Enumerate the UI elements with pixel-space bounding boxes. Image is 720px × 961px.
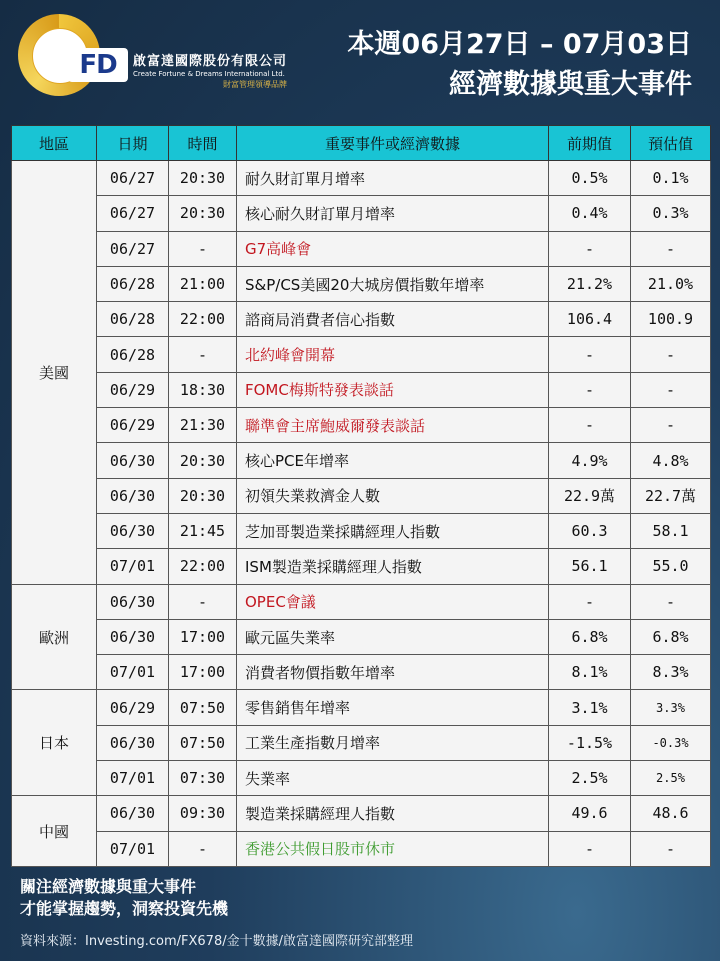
header-forecast: 預估值 — [631, 126, 711, 161]
table-row — [12, 337, 711, 372]
date-cell: 07/01 — [97, 761, 169, 796]
forecast-value-cell: 48.6 — [631, 796, 711, 831]
date-cell: 06/28 — [97, 266, 169, 301]
date-cell: 06/30 — [97, 796, 169, 831]
table-row — [12, 796, 711, 831]
forecast-value-cell: 2.5% — [631, 761, 711, 796]
previous-value-cell: 4.9% — [549, 443, 631, 478]
table-row — [12, 231, 711, 266]
economic-calendar-table — [11, 125, 711, 867]
table-row — [12, 725, 711, 760]
time-cell: 22:00 — [169, 302, 237, 337]
event-cell: FOMC梅斯特發表談話 — [237, 372, 549, 407]
time-cell: 21:45 — [169, 513, 237, 548]
table-row — [12, 408, 711, 443]
time-cell: 21:00 — [169, 266, 237, 301]
forecast-value-cell: 100.9 — [631, 302, 711, 337]
date-cell: 06/28 — [97, 337, 169, 372]
event-cell: ISM製造業採購經理人指數 — [237, 549, 549, 584]
event-cell: S&P/CS美國20大城房價指數年增率 — [237, 266, 549, 301]
event-cell: 核心耐久財訂單月增率 — [237, 196, 549, 231]
time-cell: 22:00 — [169, 549, 237, 584]
previous-value-cell: 22.9萬 — [549, 478, 631, 513]
forecast-value-cell: 58.1 — [631, 513, 711, 548]
forecast-value-cell: 0.3% — [631, 196, 711, 231]
table-row — [12, 513, 711, 548]
forecast-value-cell: - — [631, 337, 711, 372]
header — [0, 0, 720, 125]
table-row — [12, 196, 711, 231]
event-cell: 耐久財訂單月增率 — [237, 161, 549, 196]
date-cell: 06/29 — [97, 690, 169, 725]
time-cell: - — [169, 231, 237, 266]
table-row — [12, 761, 711, 796]
header-date: 日期 — [97, 126, 169, 161]
forecast-value-cell: 55.0 — [631, 549, 711, 584]
time-cell: 21:30 — [169, 408, 237, 443]
previous-value-cell: - — [549, 408, 631, 443]
title-subject: 經濟數據與重大事件 — [449, 69, 692, 100]
time-cell: 17:00 — [169, 619, 237, 654]
header-region: 地區 — [12, 126, 97, 161]
footer — [20, 876, 413, 952]
date-cell: 06/30 — [97, 443, 169, 478]
forecast-value-cell: - — [631, 372, 711, 407]
forecast-value-cell: - — [631, 231, 711, 266]
date-cell: 06/30 — [97, 478, 169, 513]
table-row — [12, 831, 711, 866]
forecast-value-cell: - — [631, 831, 711, 866]
forecast-value-cell: -0.3% — [631, 725, 711, 760]
date-cell: 06/30 — [97, 513, 169, 548]
table-row — [12, 161, 711, 196]
previous-value-cell: 0.5% — [549, 161, 631, 196]
region-cell: 日本 — [12, 690, 97, 796]
table-header-row — [12, 126, 711, 161]
event-cell: 聯準會主席鮑威爾發表談話 — [237, 408, 549, 443]
logo-mark: FD — [68, 48, 128, 82]
region-cell: 中國 — [12, 796, 97, 867]
forecast-value-cell: 0.1% — [631, 161, 711, 196]
forecast-value-cell: 4.8% — [631, 443, 711, 478]
time-cell: - — [169, 337, 237, 372]
time-cell: - — [169, 831, 237, 866]
table-row — [12, 549, 711, 584]
date-cell: 06/30 — [97, 619, 169, 654]
table-row — [12, 584, 711, 619]
forecast-value-cell: 8.3% — [631, 655, 711, 690]
event-cell: 芝加哥製造業採購經理人指數 — [237, 513, 549, 548]
previous-value-cell: 0.4% — [549, 196, 631, 231]
date-cell: 06/27 — [97, 196, 169, 231]
time-cell: 17:00 — [169, 655, 237, 690]
event-cell: OPEC會議 — [237, 584, 549, 619]
date-cell: 06/27 — [97, 161, 169, 196]
previous-value-cell: - — [549, 831, 631, 866]
previous-value-cell: 56.1 — [549, 549, 631, 584]
date-cell: 07/01 — [97, 831, 169, 866]
time-cell: 07:50 — [169, 690, 237, 725]
event-cell: 工業生產指數月增率 — [237, 725, 549, 760]
date-cell: 07/01 — [97, 549, 169, 584]
region-cell: 美國 — [12, 161, 97, 585]
event-cell: 諮商局消費者信心指數 — [237, 302, 549, 337]
previous-value-cell: 106.4 — [549, 302, 631, 337]
forecast-value-cell: 21.0% — [631, 266, 711, 301]
time-cell: 20:30 — [169, 443, 237, 478]
previous-value-cell: 3.1% — [549, 690, 631, 725]
date-cell: 07/01 — [97, 655, 169, 690]
table-row — [12, 655, 711, 690]
time-cell: 07:50 — [169, 725, 237, 760]
page-title — [347, 26, 692, 104]
logo-tagline: 財富管理領導品牌 — [223, 80, 288, 89]
time-cell: 20:30 — [169, 196, 237, 231]
date-cell: 06/27 — [97, 231, 169, 266]
forecast-value-cell: 6.8% — [631, 619, 711, 654]
previous-value-cell: 2.5% — [549, 761, 631, 796]
data-source: 資料來源：Investing.com/FX678/金十數據/啟富達國際研究部整理 — [20, 934, 413, 949]
table-row — [12, 619, 711, 654]
table-row — [12, 478, 711, 513]
previous-value-cell: 60.3 — [549, 513, 631, 548]
date-cell: 06/29 — [97, 372, 169, 407]
previous-value-cell: 49.6 — [549, 796, 631, 831]
header-previous: 前期值 — [549, 126, 631, 161]
event-cell: G7高峰會 — [237, 231, 549, 266]
date-cell: 06/28 — [97, 302, 169, 337]
company-logo — [18, 14, 288, 96]
time-cell: 07:30 — [169, 761, 237, 796]
previous-value-cell: - — [549, 372, 631, 407]
time-cell: 09:30 — [169, 796, 237, 831]
logo-company-en: Create Fortune & Dreams International Ltd. — [133, 70, 285, 78]
footer-slogan-1: 關注經濟數據與重大事件 — [20, 877, 197, 896]
table-row — [12, 302, 711, 337]
forecast-value-cell: - — [631, 584, 711, 619]
title-date-range: 本週06月27日 – 07月03日 — [347, 29, 692, 60]
header-time: 時間 — [169, 126, 237, 161]
event-cell: 消費者物價指數年增率 — [237, 655, 549, 690]
table-body — [12, 161, 711, 867]
table-row — [12, 690, 711, 725]
forecast-value-cell: - — [631, 408, 711, 443]
forecast-value-cell: 22.7萬 — [631, 478, 711, 513]
date-cell: 06/30 — [97, 725, 169, 760]
previous-value-cell: -1.5% — [549, 725, 631, 760]
table-row — [12, 266, 711, 301]
logo-text — [133, 50, 287, 90]
event-cell: 歐元區失業率 — [237, 619, 549, 654]
previous-value-cell: 8.1% — [549, 655, 631, 690]
event-cell: 核心PCE年增率 — [237, 443, 549, 478]
region-cell: 歐洲 — [12, 584, 97, 690]
time-cell: 18:30 — [169, 372, 237, 407]
date-cell: 06/29 — [97, 408, 169, 443]
previous-value-cell: 21.2% — [549, 266, 631, 301]
event-cell: 初領失業救濟金人數 — [237, 478, 549, 513]
event-cell: 北約峰會開幕 — [237, 337, 549, 372]
time-cell: - — [169, 584, 237, 619]
forecast-value-cell: 3.3% — [631, 690, 711, 725]
logo-company-zh: 啟富達國際股份有限公司 — [133, 54, 288, 69]
table-row — [12, 443, 711, 478]
event-cell: 零售銷售年增率 — [237, 690, 549, 725]
footer-slogan-2: 才能掌握趨勢，洞察投資先機 — [20, 899, 229, 918]
previous-value-cell: - — [549, 231, 631, 266]
event-cell: 香港公共假日股市休市 — [237, 831, 549, 866]
previous-value-cell: - — [549, 337, 631, 372]
header-event: 重要事件或經濟數據 — [237, 126, 549, 161]
previous-value-cell: 6.8% — [549, 619, 631, 654]
table-row — [12, 372, 711, 407]
event-cell: 製造業採購經理人指數 — [237, 796, 549, 831]
time-cell: 20:30 — [169, 478, 237, 513]
date-cell: 06/30 — [97, 584, 169, 619]
time-cell: 20:30 — [169, 161, 237, 196]
event-cell: 失業率 — [237, 761, 549, 796]
previous-value-cell: - — [549, 584, 631, 619]
